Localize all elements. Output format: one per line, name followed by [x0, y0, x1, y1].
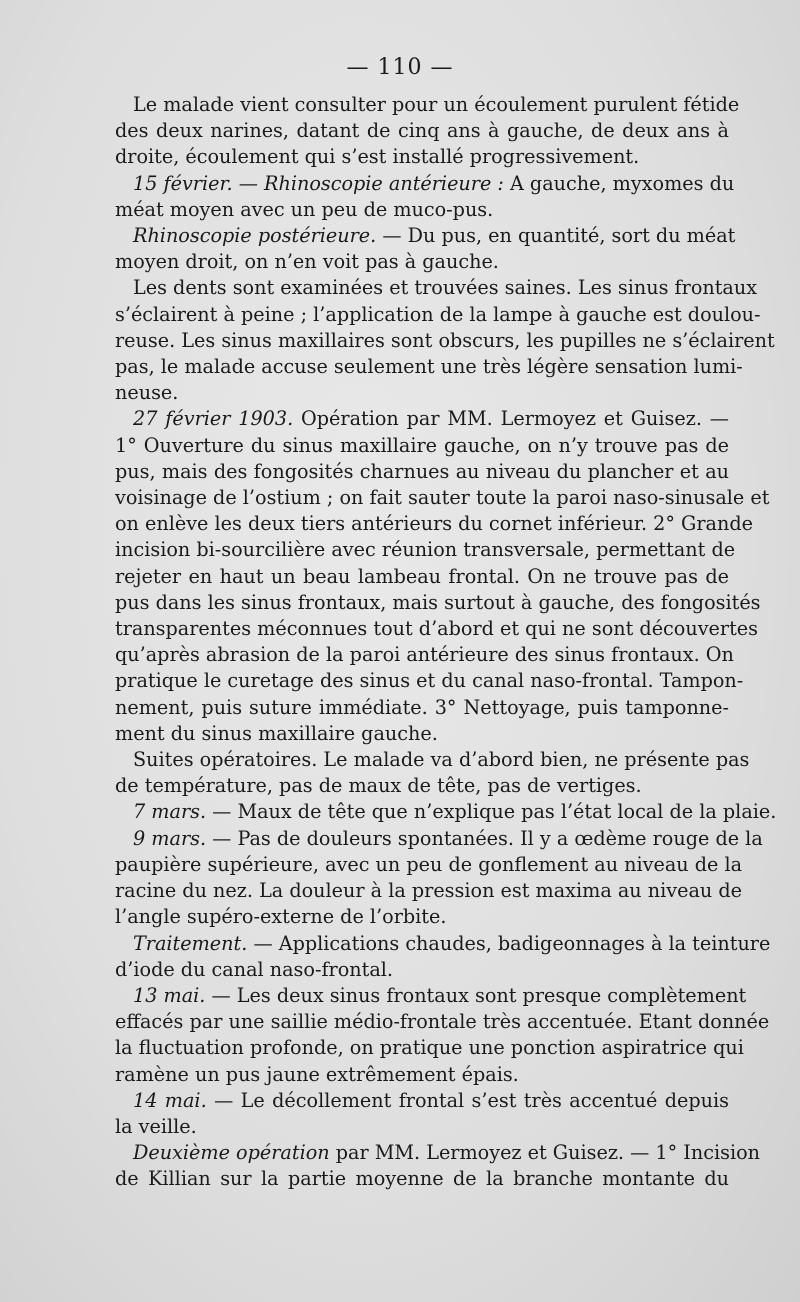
text-line — [115, 852, 743, 878]
text-line — [115, 144, 729, 170]
text-line — [115, 1009, 770, 1035]
body-text — [115, 92, 777, 1193]
text-line — [115, 931, 771, 957]
text-segment: pus dans les sinus frontaux, mais surtout à gauche, des fongosités — [115, 590, 761, 614]
text-line — [115, 826, 763, 852]
text-line — [115, 118, 729, 144]
text-segment: reuse. Les sinus maxillaires sont obscurs, les pupilles ne s’éclairent — [115, 328, 775, 352]
paragraph — [115, 983, 770, 1088]
text-line — [115, 564, 729, 590]
page-number: — 110 — — [346, 55, 454, 80]
text-segment: des deux narines, datant de cinq ans à gauche, de deux ans à — [115, 119, 729, 143]
text-line — [115, 459, 729, 485]
text-segment: — Pas de douleurs spontanées. Il y a œdème rouge de la — [206, 826, 763, 850]
text-line — [115, 511, 753, 537]
text-segment: Suites opératoires. Le malade va d’abord bien, ne présente pas — [133, 748, 750, 772]
text-segment: ment du sinus maxillaire gauche. — [115, 721, 438, 745]
text-line — [115, 721, 729, 747]
text-line — [115, 223, 736, 249]
text-segment: nement, puis suture immédiate. 3° Nettoyage, puis tamponne- — [115, 695, 729, 719]
paragraph — [115, 275, 775, 406]
text-segment: 1° Ouverture du sinus maxillaire gauche, on n’y trouve pas de — [115, 433, 729, 457]
text-segment: Opération par MM. Lermoyez et Guisez. — — [293, 407, 729, 431]
italic-text: Rhinoscopie postérieure. — [133, 224, 377, 248]
text-line — [115, 1140, 761, 1166]
text-segment: Les dents sont examinées et trouvées saines. Les sinus frontaux — [133, 276, 758, 300]
paragraph — [115, 931, 771, 983]
italic-text: 13 mai. — [133, 983, 206, 1007]
text-segment: voisinage de l’ostium ; on fait sauter toute la paroi naso-sinusale et — [115, 486, 770, 510]
text-line — [115, 904, 729, 930]
text-line — [115, 957, 729, 983]
text-segment: pas, le malade accuse seulement une très légère sensation lumi- — [115, 355, 743, 379]
italic-text: Deuxième opération — [133, 1141, 330, 1165]
text-segment: pratique le curetage des sinus et du canal naso-frontal. Tampon- — [115, 669, 744, 693]
text-segment: — Le décollement frontal s’est très accentué depuis — [206, 1088, 729, 1112]
text-line — [115, 1088, 729, 1114]
text-segment: transparentes méconnues tout d’abord et qui ne sont découvertes — [115, 617, 758, 641]
text-segment: Le malade vient consulter pour un écoulement purulent fétide — [133, 93, 740, 116]
text-line — [115, 799, 777, 825]
text-line — [115, 275, 758, 301]
paragraph — [115, 223, 736, 275]
text-segment: ramène un pus jaune extrêmement épais. — [115, 1062, 519, 1086]
text-segment: moyen droit, on n’en voit pas à gauche. — [115, 250, 499, 274]
text-segment: qu’après abrasion de la paroi antérieure des sinus frontaux. On — [115, 643, 734, 667]
text-line — [115, 92, 740, 118]
text-line — [115, 197, 729, 223]
italic-text: 14 mai. — [133, 1088, 207, 1112]
text-line — [115, 171, 735, 197]
paragraph — [115, 1088, 729, 1140]
paragraph — [115, 92, 740, 171]
text-line — [115, 1035, 744, 1061]
italic-text: 7 mars. — [133, 800, 207, 824]
text-segment: droite, écoulement qui s’est installé progressivement. — [115, 145, 640, 169]
text-line — [115, 695, 729, 721]
text-segment: A gauche, myxomes du — [503, 171, 735, 195]
text-line — [115, 1166, 729, 1192]
italic-text: 15 février. — Rhinoscopie antérieure : — [133, 171, 504, 195]
paragraph — [115, 1140, 761, 1192]
paragraph — [115, 171, 735, 223]
text-segment: par MM. Lermoyez et Guisez. — 1° Incision — [329, 1141, 761, 1165]
text-segment: effacés par une saillie médio-frontale très accentuée. Etant donnée — [115, 1010, 770, 1034]
text-segment: l’angle supéro-externe de l’orbite. — [115, 905, 447, 929]
text-line — [115, 485, 770, 511]
text-segment: méat moyen avec un peu de muco-pus. — [115, 197, 494, 221]
italic-text: 27 février 1903. — [133, 407, 294, 431]
text-line — [115, 590, 761, 616]
text-line — [115, 616, 758, 642]
text-segment: incision bi-sourcilière avec réunion transversale, permettant de — [115, 538, 736, 562]
text-segment: pus, mais des fongosités charnues au niveau du plancher et au — [115, 459, 729, 483]
text-segment: s’éclairent à peine ; l’application de la lampe à gauche est doulou- — [115, 302, 761, 326]
text-segment: d’iode du canal naso-frontal. — [115, 957, 394, 981]
text-line — [115, 380, 729, 406]
paragraph — [115, 747, 750, 799]
text-segment: la fluctuation profonde, on pratique une ponction aspiratrice qui — [115, 1036, 744, 1060]
text-segment: la veille. — [115, 1114, 197, 1138]
italic-text: 9 mars. — [133, 826, 207, 850]
text-line — [115, 302, 761, 328]
italic-text: Traitement. — [133, 931, 248, 955]
text-line — [115, 537, 736, 563]
text-segment: — Les deux sinus frontaux sont presque complètement — [205, 983, 747, 1007]
text-segment: on enlève les deux tiers antérieurs du cornet inférieur. 2° Grande — [115, 512, 753, 536]
text-segment: de température, pas de maux de tête, pas de vertiges. — [115, 774, 642, 798]
text-segment: — Applications chaudes, badigeonnages à la teinture — [247, 931, 771, 955]
text-line — [115, 328, 775, 354]
text-segment: racine du nez. La douleur à la pression est maxima au niveau de — [115, 879, 742, 903]
text-line — [115, 642, 734, 668]
text-line — [115, 433, 729, 459]
text-line — [115, 1114, 729, 1140]
text-line — [115, 983, 747, 1009]
text-segment: de Killian sur la partie moyenne de la branche montante du — [115, 1167, 729, 1191]
text-line — [115, 747, 750, 773]
text-segment: — Du pus, en quantité, sort du méat — [376, 224, 736, 248]
paragraph — [115, 799, 777, 825]
text-line — [115, 1062, 729, 1088]
text-segment: paupière supérieure, avec un peu de gonflement au niveau de la — [115, 852, 743, 876]
text-segment: — Maux de tête que n’explique pas l’état local de la plaie. — [206, 800, 777, 824]
text-line — [115, 668, 744, 694]
text-line — [115, 354, 743, 380]
paragraph — [115, 826, 763, 931]
paragraph — [115, 406, 770, 747]
text-segment: neuse. — [115, 381, 179, 405]
text-line — [115, 878, 742, 904]
text-segment: rejeter en haut un beau lambeau frontal. On ne trouve pas de — [115, 564, 729, 588]
text-line — [115, 773, 729, 799]
text-line — [115, 249, 729, 275]
text-line — [115, 406, 729, 432]
